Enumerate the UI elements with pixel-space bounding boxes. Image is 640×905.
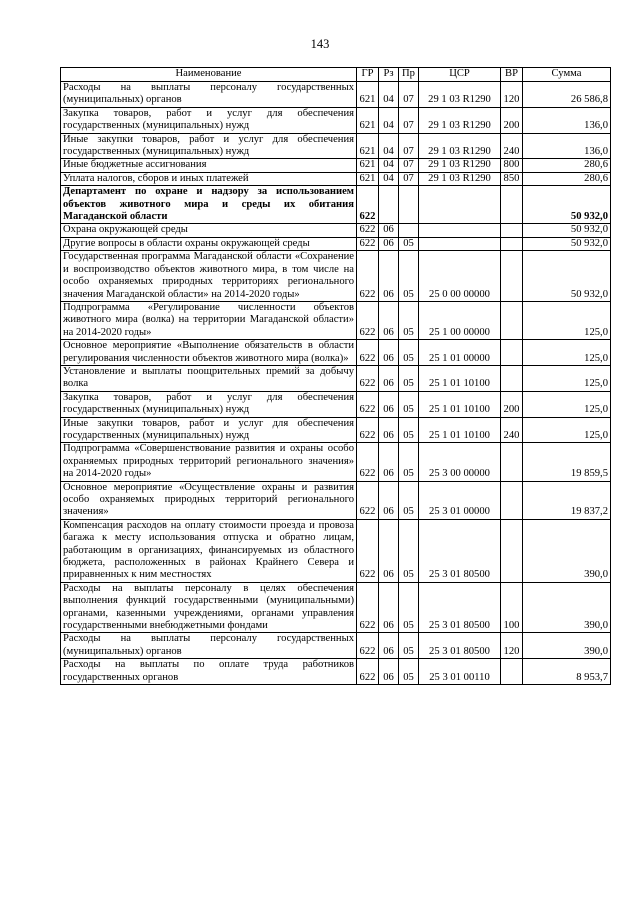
budget-table bbox=[60, 67, 611, 685]
row-gr: 622 bbox=[357, 237, 379, 250]
row-name: Уплата налогов, сборов и иных платежей bbox=[61, 172, 357, 185]
row-gr: 622 bbox=[357, 417, 379, 443]
table-row bbox=[61, 481, 611, 519]
row-csr bbox=[419, 237, 501, 250]
row-sum: 125,0 bbox=[523, 417, 611, 443]
table-row bbox=[61, 82, 611, 108]
row-name: Расходы на выплаты персоналу в целях обеспечения выполнения функций государственными (муниципальными) органами, казенными учреждениями, органами управления государственными внебюджетными фондами bbox=[61, 582, 357, 633]
row-csr: 25 1 00 00000 bbox=[419, 301, 501, 339]
row-rz: 04 bbox=[379, 159, 399, 172]
row-gr: 621 bbox=[357, 82, 379, 108]
row-gr: 622 bbox=[357, 365, 379, 391]
row-rz bbox=[379, 186, 399, 224]
row-name: Подпрограмма «Совершенствование развития и охраны особо охраняемых природных территорий регионального значения» на 2014-2020 годы» bbox=[61, 443, 357, 481]
row-pr: 05 bbox=[399, 365, 419, 391]
row-vr bbox=[501, 301, 523, 339]
table-row bbox=[61, 237, 611, 250]
row-name: Основное мероприятие «Осуществление охраны и развития особо охраняемых природных территорий регионального значения» bbox=[61, 481, 357, 519]
row-name: Расходы на выплаты персоналу государственных (муниципальных) органов bbox=[61, 633, 357, 659]
row-name: Подпрограмма «Регулирование численности объектов животного мира (волка) на территории Магаданской области» на 2014-2020 годы» bbox=[61, 301, 357, 339]
row-sum: 125,0 bbox=[523, 340, 611, 366]
row-name: Департамент по охране и надзору за использованием объектов животного мира и среды их обитания Магаданской области bbox=[61, 186, 357, 224]
table-row bbox=[61, 582, 611, 633]
row-gr: 622 bbox=[357, 633, 379, 659]
row-csr: 25 3 01 00110 bbox=[419, 659, 501, 685]
row-pr: 07 bbox=[399, 133, 419, 159]
table-row bbox=[61, 251, 611, 302]
row-name: Государственная программа Магаданской области «Сохранение и воспроизводство объектов животного мира, в том числе на особо охраняемых природных территориях регионального значения Магаданской области» на 2014-2020 годы» bbox=[61, 251, 357, 302]
row-csr: 25 1 01 10100 bbox=[419, 365, 501, 391]
row-pr: 05 bbox=[399, 237, 419, 250]
row-csr bbox=[419, 224, 501, 237]
row-csr: 29 1 03 R1290 bbox=[419, 159, 501, 172]
row-vr bbox=[501, 443, 523, 481]
row-sum: 50 932,0 bbox=[523, 237, 611, 250]
row-sum: 390,0 bbox=[523, 519, 611, 582]
row-rz: 06 bbox=[379, 582, 399, 633]
row-csr: 29 1 03 R1290 bbox=[419, 107, 501, 133]
row-gr: 621 bbox=[357, 107, 379, 133]
header-sum: Сумма bbox=[523, 68, 611, 82]
header-rz: Рз bbox=[379, 68, 399, 82]
row-rz: 06 bbox=[379, 417, 399, 443]
row-vr: 850 bbox=[501, 172, 523, 185]
row-rz: 06 bbox=[379, 365, 399, 391]
table-row bbox=[61, 417, 611, 443]
row-rz: 06 bbox=[379, 251, 399, 302]
row-gr: 622 bbox=[357, 519, 379, 582]
table-row bbox=[61, 443, 611, 481]
row-gr: 621 bbox=[357, 159, 379, 172]
row-pr: 05 bbox=[399, 659, 419, 685]
row-csr: 29 1 03 R1290 bbox=[419, 82, 501, 108]
row-rz: 06 bbox=[379, 391, 399, 417]
row-csr: 29 1 03 R1290 bbox=[419, 133, 501, 159]
row-pr: 05 bbox=[399, 443, 419, 481]
row-csr: 25 3 01 80500 bbox=[419, 519, 501, 582]
row-pr: 05 bbox=[399, 251, 419, 302]
row-pr bbox=[399, 224, 419, 237]
row-sum: 280,6 bbox=[523, 159, 611, 172]
row-name: Другие вопросы в области охраны окружающей среды bbox=[61, 237, 357, 250]
row-sum: 50 932,0 bbox=[523, 224, 611, 237]
row-csr: 25 0 00 00000 bbox=[419, 251, 501, 302]
header-name: Наименование bbox=[61, 68, 357, 82]
row-vr: 200 bbox=[501, 391, 523, 417]
row-vr: 240 bbox=[501, 133, 523, 159]
table-row bbox=[61, 519, 611, 582]
table-row bbox=[61, 107, 611, 133]
row-rz: 06 bbox=[379, 340, 399, 366]
row-sum: 50 932,0 bbox=[523, 251, 611, 302]
row-csr: 25 3 01 80500 bbox=[419, 582, 501, 633]
row-pr: 05 bbox=[399, 633, 419, 659]
row-vr bbox=[501, 186, 523, 224]
row-gr: 622 bbox=[357, 659, 379, 685]
row-name: Расходы на выплаты персоналу государственных (муниципальных) органов bbox=[61, 82, 357, 108]
row-csr: 25 3 01 00000 bbox=[419, 481, 501, 519]
row-pr bbox=[399, 186, 419, 224]
row-vr bbox=[501, 251, 523, 302]
row-rz: 06 bbox=[379, 224, 399, 237]
row-vr bbox=[501, 659, 523, 685]
row-pr: 05 bbox=[399, 582, 419, 633]
row-vr bbox=[501, 365, 523, 391]
row-csr: 29 1 03 R1290 bbox=[419, 172, 501, 185]
page-number: 143 bbox=[310, 37, 330, 51]
row-gr: 622 bbox=[357, 301, 379, 339]
table-header-row bbox=[61, 68, 611, 82]
row-csr: 25 3 00 00000 bbox=[419, 443, 501, 481]
row-sum: 19 837,2 bbox=[523, 481, 611, 519]
row-vr: 800 bbox=[501, 159, 523, 172]
row-sum: 280,6 bbox=[523, 172, 611, 185]
row-name: Закупка товаров, работ и услуг для обеспечения государственных (муниципальных) нужд bbox=[61, 391, 357, 417]
row-vr: 120 bbox=[501, 82, 523, 108]
row-gr: 622 bbox=[357, 391, 379, 417]
row-vr bbox=[501, 340, 523, 366]
row-name: Иные закупки товаров, работ и услуг для обеспечения государственных (муниципальных) нужд bbox=[61, 417, 357, 443]
row-rz: 04 bbox=[379, 172, 399, 185]
row-pr: 05 bbox=[399, 481, 419, 519]
row-sum: 50 932,0 bbox=[523, 186, 611, 224]
row-vr bbox=[501, 224, 523, 237]
table-row bbox=[61, 340, 611, 366]
row-csr: 25 1 01 10100 bbox=[419, 391, 501, 417]
table-row bbox=[61, 633, 611, 659]
row-gr: 622 bbox=[357, 582, 379, 633]
row-vr bbox=[501, 481, 523, 519]
row-pr: 05 bbox=[399, 301, 419, 339]
row-sum: 136,0 bbox=[523, 107, 611, 133]
table-row bbox=[61, 301, 611, 339]
row-rz: 06 bbox=[379, 659, 399, 685]
row-rz: 06 bbox=[379, 519, 399, 582]
table-row bbox=[61, 186, 611, 224]
row-name: Компенсация расходов на оплату стоимости проезда и провоза багажа к месту использования отпуска и обратно лицам, работающим в организациях, финансируемых из областного бюджета, расположенных в районах Крайнего Севера и приравненных к ним местностях bbox=[61, 519, 357, 582]
row-gr: 622 bbox=[357, 443, 379, 481]
table-row bbox=[61, 365, 611, 391]
row-pr: 05 bbox=[399, 391, 419, 417]
row-rz: 04 bbox=[379, 133, 399, 159]
table-row bbox=[61, 172, 611, 185]
row-pr: 05 bbox=[399, 340, 419, 366]
row-csr bbox=[419, 186, 501, 224]
row-pr: 07 bbox=[399, 172, 419, 185]
row-name: Основное мероприятие «Выполнение обязательств в области регулирования численности объектов животного мира (волка)» bbox=[61, 340, 357, 366]
header-vr: ВР bbox=[501, 68, 523, 82]
row-sum: 125,0 bbox=[523, 301, 611, 339]
row-pr: 05 bbox=[399, 417, 419, 443]
table-row bbox=[61, 133, 611, 159]
row-sum: 19 859,5 bbox=[523, 443, 611, 481]
row-gr: 622 bbox=[357, 224, 379, 237]
table-row bbox=[61, 659, 611, 685]
row-pr: 07 bbox=[399, 82, 419, 108]
row-sum: 125,0 bbox=[523, 391, 611, 417]
row-rz: 06 bbox=[379, 481, 399, 519]
row-rz: 04 bbox=[379, 82, 399, 108]
table-row bbox=[61, 391, 611, 417]
row-rz: 06 bbox=[379, 443, 399, 481]
row-gr: 622 bbox=[357, 481, 379, 519]
row-vr: 120 bbox=[501, 633, 523, 659]
row-pr: 05 bbox=[399, 519, 419, 582]
row-vr: 200 bbox=[501, 107, 523, 133]
row-pr: 07 bbox=[399, 159, 419, 172]
row-gr: 622 bbox=[357, 251, 379, 302]
row-gr: 622 bbox=[357, 186, 379, 224]
row-sum: 390,0 bbox=[523, 582, 611, 633]
row-gr: 622 bbox=[357, 340, 379, 366]
row-gr: 621 bbox=[357, 133, 379, 159]
row-name: Иные закупки товаров, работ и услуг для обеспечения государственных (муниципальных) нужд bbox=[61, 133, 357, 159]
row-sum: 136,0 bbox=[523, 133, 611, 159]
row-rz: 06 bbox=[379, 301, 399, 339]
row-csr: 25 1 01 10100 bbox=[419, 417, 501, 443]
row-rz: 06 bbox=[379, 633, 399, 659]
row-vr: 240 bbox=[501, 417, 523, 443]
row-name: Иные бюджетные ассигнования bbox=[61, 159, 357, 172]
row-csr: 25 3 01 80500 bbox=[419, 633, 501, 659]
row-vr: 100 bbox=[501, 582, 523, 633]
row-rz: 06 bbox=[379, 237, 399, 250]
row-name: Закупка товаров, работ и услуг для обеспечения государственных (муниципальных) нужд bbox=[61, 107, 357, 133]
table-body bbox=[61, 82, 611, 685]
row-rz: 04 bbox=[379, 107, 399, 133]
row-csr: 25 1 01 00000 bbox=[419, 340, 501, 366]
row-sum: 8 953,7 bbox=[523, 659, 611, 685]
row-vr bbox=[501, 519, 523, 582]
row-sum: 26 586,8 bbox=[523, 82, 611, 108]
row-sum: 390,0 bbox=[523, 633, 611, 659]
row-name: Охрана окружающей среды bbox=[61, 224, 357, 237]
header-pr: Пр bbox=[399, 68, 419, 82]
row-gr: 621 bbox=[357, 172, 379, 185]
table-row bbox=[61, 224, 611, 237]
header-csr: ЦСР bbox=[419, 68, 501, 82]
row-name: Расходы на выплаты по оплате труда работников государственных органов bbox=[61, 659, 357, 685]
header-gr: ГР bbox=[357, 68, 379, 82]
row-pr: 07 bbox=[399, 107, 419, 133]
row-sum: 125,0 bbox=[523, 365, 611, 391]
table-row bbox=[61, 159, 611, 172]
row-vr bbox=[501, 237, 523, 250]
row-name: Установление и выплаты поощрительных премий за добычу волка bbox=[61, 365, 357, 391]
